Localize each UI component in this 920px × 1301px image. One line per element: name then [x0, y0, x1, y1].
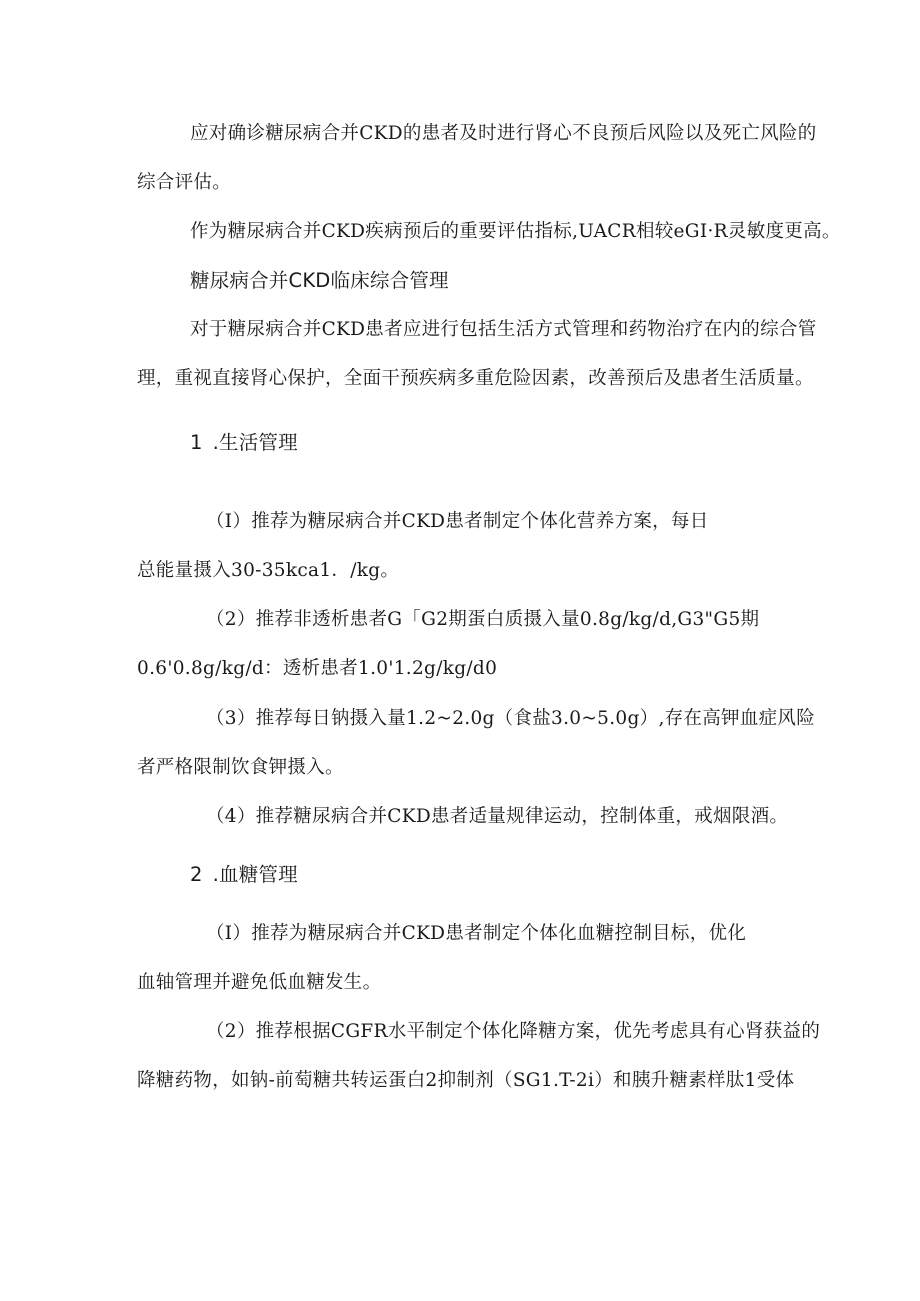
s1-item-2-line-2: 0.6'0.8g/kg/d：透析患者1.0'1.2g/kg/d0	[137, 658, 498, 679]
paragraph-2-line-1: 作为糖尿病合并CKD疾病预后的重要评估指标,UACR相较eGI·R灵敏度更高。	[190, 221, 841, 242]
paragraph-1-line-2: 综合评估。	[137, 172, 232, 193]
section-heading-main: 糖尿病合并CKD临床综合管理	[190, 269, 449, 292]
s2-item-1-line-1: （I）推荐为糖尿病合并CKD患者制定个体化血糖控制目标，优化	[206, 923, 747, 944]
section-2-title: .血糖管理	[212, 863, 298, 886]
s2-item-2-line-1: （2）推荐根据CGFR水平制定个体化降糖方案，优先考虑具有心肾获益的	[206, 1021, 821, 1042]
section-1-heading	[190, 430, 298, 456]
s1-item-1-line-2: 总能量摄入30-35kca1．/kg。	[137, 560, 400, 581]
s1-item-2-line-1: （2）推荐非透析患者G「G2期蛋白质摄入量0.8g/kg/d,G3"G5期	[206, 609, 760, 630]
paragraph-3-line-1: 对于糖尿病合并CKD患者应进行包括生活方式管理和药物治疗在内的综合管	[190, 319, 817, 340]
section-1-title: .生活管理	[212, 431, 298, 454]
s1-item-3-line-1: （3）推荐每日钠摄入量1.2~2.0g（食盐3.0~5.0g）,存在高钾血症风险	[206, 708, 816, 729]
s1-item-1-line-1: （I）推荐为糖尿病合并CKD患者制定个体化营养方案，每日	[206, 511, 709, 532]
s2-item-2-line-2: 降糖药物，如钠-前萄糖共转运蛋白2抑制剂（SG1.T-2i）和胰升糖素样肽1受体	[137, 1070, 795, 1091]
s2-item-1-line-2: 血轴管理并避免低血糖发生。	[137, 972, 382, 993]
paragraph-1-line-1: 应对确诊糖尿病合并CKD的患者及时进行肾心不良预后风险以及死亡风险的	[190, 123, 817, 144]
paragraph-3-line-2: 理，重视直接肾心保护，全面干预疾病多重危险因素，改善预后及患者生活质量。	[137, 368, 814, 389]
section-2-heading	[190, 862, 298, 888]
s1-item-4-line-1: （4）推荐糖尿病合并CKD患者适量规律运动，控制体重，戒烟限酒。	[206, 806, 789, 827]
section-2-number: 2	[190, 863, 203, 886]
section-1-number: 1	[190, 431, 203, 454]
s1-item-3-line-2: 者严格限制饮食钾摄入。	[137, 757, 344, 778]
